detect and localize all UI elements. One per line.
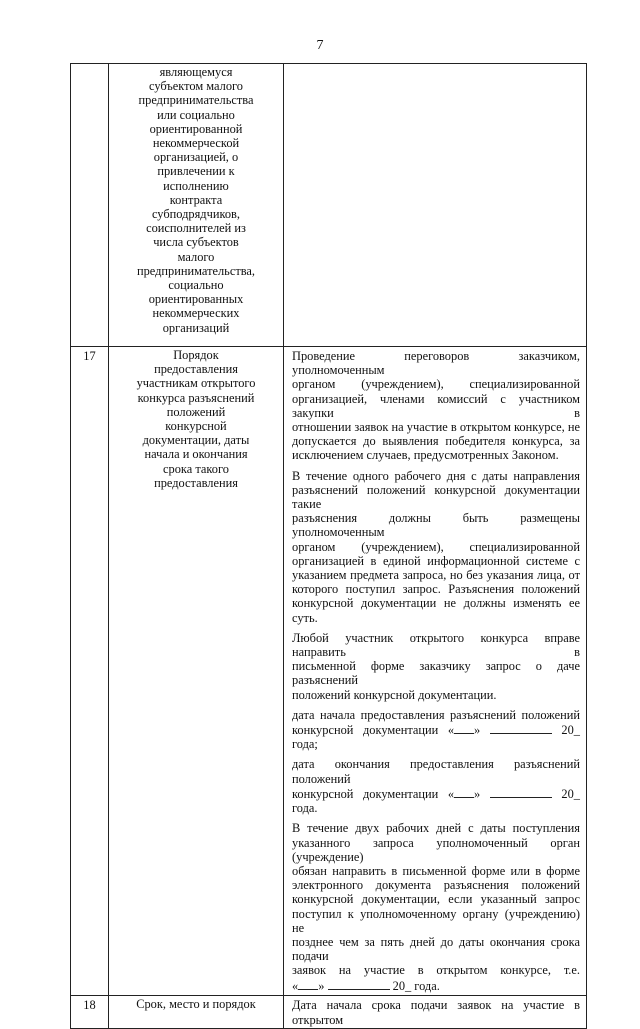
row-name-cell: Срок, место и порядок [109, 995, 284, 1028]
table-row [71, 347, 587, 996]
row-name-line: малого [177, 249, 215, 264]
row-name-line: конкурсной [165, 419, 227, 434]
row-name-line: предпринимательства, [136, 263, 256, 278]
row-name-cell [109, 64, 284, 347]
text-line: обязан направить в письменной форме или в форме [292, 863, 580, 878]
text-line: Любой участник открытого конкурса вправе направить в [292, 630, 580, 660]
text-line: позднее чем за пять дней до даты окончания срока подачи [292, 934, 580, 964]
text-line: органом (учреждением), специализированной [292, 377, 580, 392]
month-blank [490, 786, 552, 798]
row-number: 18 [71, 995, 109, 1028]
month-blank [328, 978, 390, 990]
text-line: письменной форме заказчику запрос о даче разъяснений [292, 659, 580, 688]
row-name-line: или социально [157, 107, 235, 122]
page-number: 7 [316, 38, 324, 53]
text-line: заявок на участие в открытом конкурсе, т.е. [292, 963, 580, 978]
row-content-cell [284, 347, 587, 996]
table-row [71, 64, 587, 347]
paragraph [292, 821, 580, 992]
date-quote: » [474, 786, 481, 801]
date-prefix: конкурсной документации « [292, 723, 455, 738]
paragraph [292, 349, 580, 463]
row-name-line: некоммерческой [152, 136, 240, 151]
text-line: В течение двух рабочих дней с даты поступления [292, 821, 580, 836]
date-quote: « [292, 978, 299, 993]
text-line: исключением случаев, предусмотренных Законом. [292, 448, 559, 463]
row-name-line: организаций [162, 320, 230, 335]
row-name-line: некоммерческих [152, 306, 240, 321]
start-date-paragraph [292, 708, 580, 752]
date-suffix: 20_ года. [292, 786, 580, 816]
text-line: Дата начала срока подачи заявок на участие в открытом [292, 997, 580, 1027]
row-number: 17 [71, 347, 109, 996]
date-quote: » [474, 723, 481, 738]
text-line: положений конкурсной документации. [292, 687, 497, 702]
text-line: разъяснения должны быть размещены уполномоченным [292, 511, 580, 540]
row-name-line: положений [166, 404, 226, 419]
row-name-line: субподрядчиков, [151, 207, 241, 222]
text-line: дата окончания предоставления разъяснений положений [292, 757, 580, 786]
row-name-line: контракта [169, 192, 223, 207]
text-line: указанного запроса уполномоченный орган (учреждение) [292, 835, 580, 864]
row-name-line: предоставления [154, 362, 238, 377]
text-line [292, 722, 580, 751]
row-number [71, 64, 109, 347]
row-content-cell [284, 995, 587, 1028]
row-name-line: предоставления [154, 475, 238, 490]
text-line: Проведение переговоров заказчиком, уполномоченным [292, 349, 580, 378]
text-line: дата начала предоставления разъяснений положений [292, 707, 580, 722]
row-name-line: начала и окончания [144, 447, 248, 462]
text-line: допускается до выявления победителя конкурса, за [292, 434, 580, 449]
row-name-line: Порядок [173, 348, 219, 362]
text-line: органом (учреждением), специализированной [292, 539, 580, 554]
text-line: поступил к уполномоченному органу (учреждению) не [292, 906, 580, 935]
row-name-line: привлечении к [157, 164, 235, 179]
row-name-line: исполнению [163, 178, 229, 193]
row-name-line: конкурса разъяснений [137, 390, 255, 405]
row-content-cell [284, 64, 587, 347]
text-line: разъяснений положений конкурсной документации такие [292, 482, 580, 512]
row-name-line: срока такого [163, 461, 229, 476]
row-name-line: субъектом малого [149, 79, 243, 94]
day-blank [454, 786, 474, 798]
row-name-cell [109, 347, 284, 996]
row-name-line: социально [168, 278, 224, 293]
row-name-line: документации, даты [142, 433, 250, 448]
table-row [71, 995, 587, 1028]
row-name-line: числа субъектов [153, 235, 239, 250]
text-line [292, 978, 580, 993]
text-line: которого поступил запрос. Разъяснения положений [292, 582, 580, 597]
row-name-line: ориентированных [148, 292, 244, 307]
end-date-paragraph [292, 757, 580, 815]
text-line [292, 786, 580, 815]
day-blank [298, 978, 318, 990]
text-line: организацией в единой информационной системе с [292, 553, 580, 568]
date-prefix: конкурсной документации « [292, 786, 455, 801]
row-name-line: организацией, о [153, 150, 239, 165]
text-line: указанием предмета запроса, но без указания лица, от [292, 568, 580, 583]
text-line: конкурсной документации, если указанный запрос [292, 892, 580, 907]
row-name-line: предпринимательства [138, 93, 254, 108]
row-name-line: соисполнителей из [146, 221, 246, 236]
text-line: отношении заявок на участие в открытом конкурсе, не [292, 420, 580, 435]
text-line: организацией, членами комиссий с участником закупки в [292, 391, 580, 420]
text-line: конкурсной документации не должны изменять ее суть. [292, 596, 580, 625]
date-suffix: 20_ года. [392, 978, 440, 993]
text-line: электронного документа разъяснения положений [292, 878, 580, 893]
row-name-line: ориентированной [149, 121, 243, 136]
date-quote: » [318, 978, 325, 993]
row-name-line: участникам открытого [136, 376, 256, 391]
date-suffix: 20_ года; [292, 723, 580, 752]
paragraph [292, 631, 580, 702]
day-blank [454, 722, 474, 734]
month-blank [490, 722, 552, 734]
text-line: В течение одного рабочего дня с даты направления [292, 468, 580, 483]
paragraph [292, 469, 580, 625]
document-table [70, 63, 587, 1029]
row-name-line: являющемуся [159, 65, 233, 79]
